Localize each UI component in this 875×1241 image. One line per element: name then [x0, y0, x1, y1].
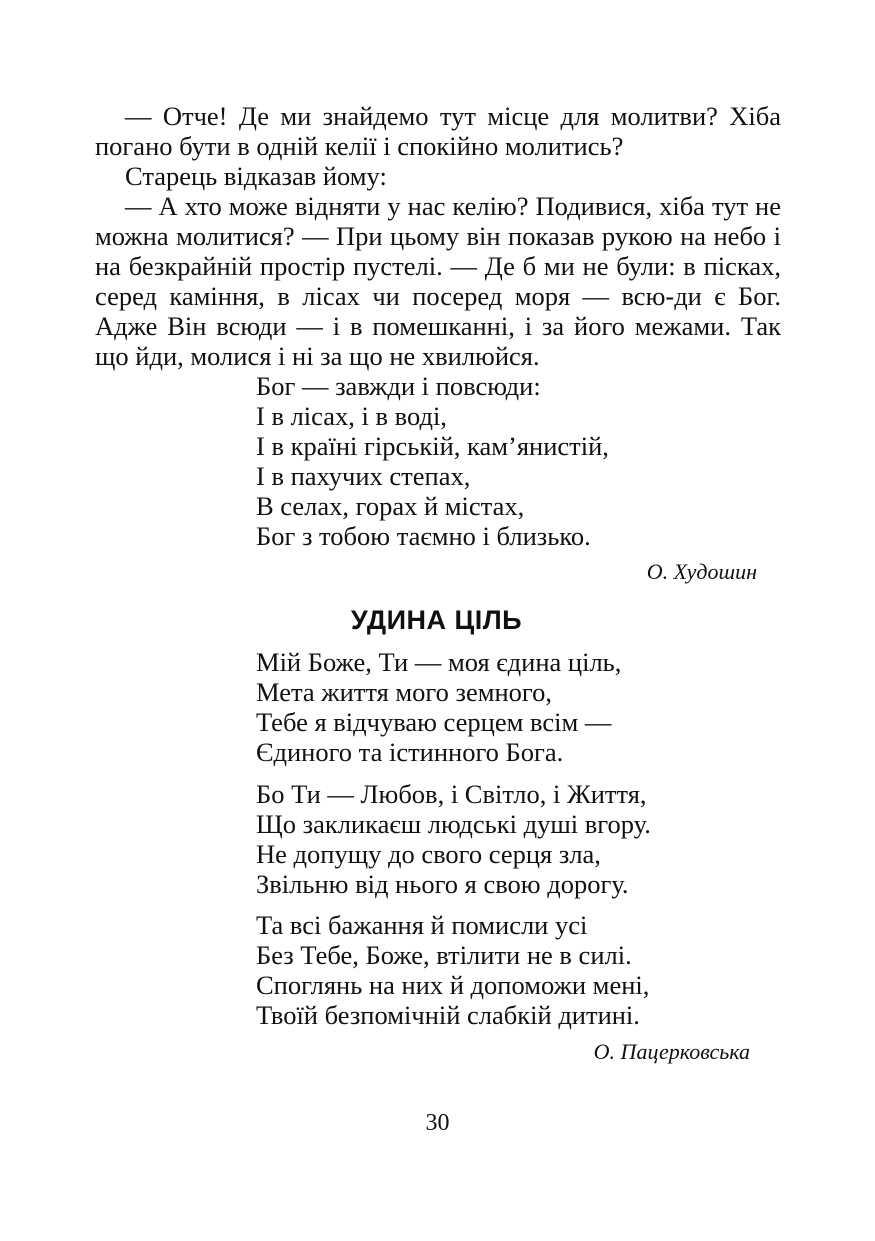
poem-line: Бог з тобою таємно і близько.	[256, 521, 591, 551]
poem-line: Що закликаєш людські душі вгору.	[256, 809, 651, 839]
poem-line: Мій Боже, Ти — моя єдина ціль,	[256, 647, 622, 677]
poem-author: О. Пацерковська	[593, 1039, 750, 1064]
poem-line: Єдиного та істинного Бога.	[256, 737, 564, 767]
poem-line: В селах, горах й містах,	[256, 491, 525, 521]
prose-paragraph: — А хто може відняти у нас келію? Подивися, хіба тут не можна молитися? — При цьому він показав рукою на небо і на безкрайній простір пустелі. — Де б ми не були: в пісках, серед каміння, в лісах чи посеред моря — всю-ди є Бог. Адже Він всюди — і в помешканні, і за його межами. Так що йди, молися і ні за що не хвилюйся.	[95, 191, 781, 371]
poem-author: О. Худошин	[646, 559, 757, 584]
prose-paragraph: — Отче! Де ми знайдемо тут місце для молитви? Хіба погано бути в одній келії і спокійно молитись?	[95, 101, 781, 161]
poem-line: Бог — завжди і повсюди:	[256, 371, 541, 401]
poem-line: Звільню від нього я свою дорогу.	[256, 869, 629, 899]
poem-line: Бо Ти — Любов, і Світло, і Життя,	[256, 779, 647, 809]
poem-title-text: УДИНА ЦІЛЬ	[350, 605, 523, 635]
page-number: 30	[425, 1110, 450, 1136]
poem-line: І в країні гірській, кам’янистій,	[256, 431, 609, 461]
poem-line: І в пахучих степах,	[256, 461, 471, 491]
poem-stanza	[256, 910, 649, 1030]
poem-bog-zavzhdy	[256, 371, 609, 551]
poem-line: Твоїй безпомічній слабкій дитині.	[256, 1000, 640, 1030]
poem-line: Споглянь на них й допоможи мені,	[256, 970, 650, 1000]
prose-block	[95, 101, 781, 371]
poem-stanza	[256, 647, 621, 767]
poem-line: Не допущу до свого серця зла,	[256, 839, 601, 869]
poem-title	[0, 603, 875, 637]
poem-line: Та всі бажання й помисли усі	[256, 910, 588, 940]
prose-paragraph: Старець відказав йому:	[125, 161, 387, 191]
poem-line: І в лісах, і в воді,	[256, 401, 447, 431]
poem-line: Мета життя мого земного,	[256, 677, 553, 707]
poem-line: Без Тебе, Боже, втілити не в силі.	[256, 940, 632, 970]
poem-line: Тебе я відчуваю серцем всім —	[256, 707, 612, 737]
poem-stanza	[256, 779, 651, 899]
